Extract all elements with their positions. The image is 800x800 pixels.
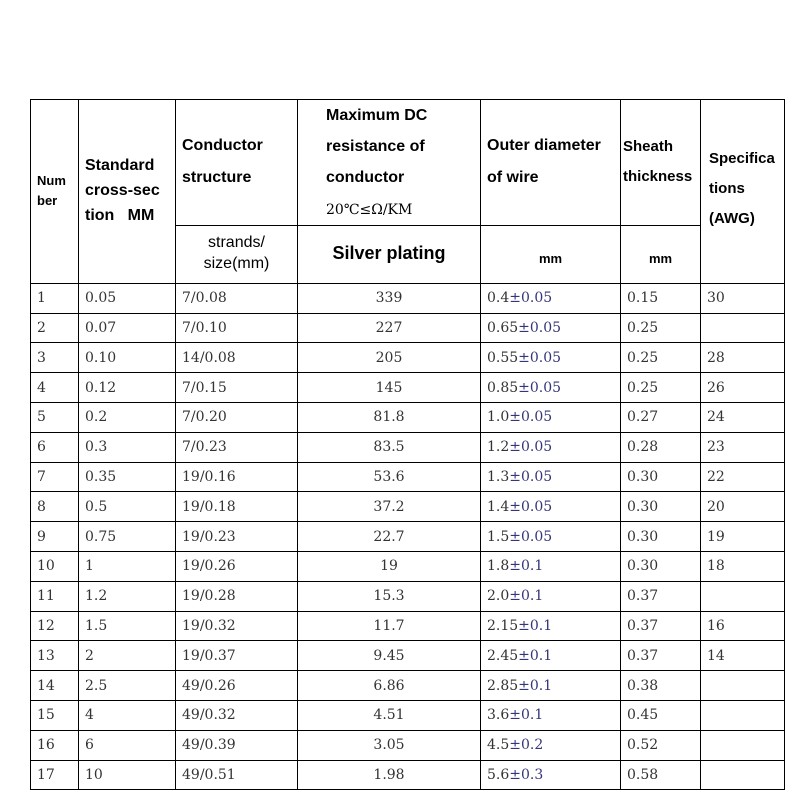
cell-awg: 18 [701,551,785,581]
cell-number: 5 [31,402,79,432]
cell-sheath-thickness: 0.52 [621,730,701,760]
table-row [31,700,785,730]
outer-diameter-value: 2.85 [487,677,519,694]
cell-cross-section: 10 [79,760,176,790]
cell-outer-diameter [481,641,621,671]
outer-diameter-tolerance: ±0.05 [509,409,553,426]
cell-outer-diameter [481,700,621,730]
cell-outer-diameter [481,730,621,760]
cell-cross-section: 1 [79,551,176,581]
cell-conductor-structure: 19/0.37 [176,641,298,671]
cell-outer-diameter [481,581,621,611]
outer-diameter-tolerance: ±0.1 [518,677,553,694]
table-row [31,313,785,343]
cell-sheath-thickness: 0.38 [621,671,701,701]
cell-conductor-structure: 19/0.23 [176,522,298,552]
cell-number: 14 [31,671,79,701]
cell-outer-diameter [481,373,621,403]
cell-cross-section: 6 [79,730,176,760]
cell-resistance: 205 [298,343,481,373]
header-sheath-unit: mm [621,225,701,283]
outer-diameter-tolerance: ±0.05 [509,498,553,515]
cell-resistance: 9.45 [298,641,481,671]
cell-conductor-structure: 7/0.23 [176,432,298,462]
cell-conductor-structure: 19/0.32 [176,611,298,641]
wire-spec-table [30,99,785,790]
outer-diameter-value: 2.45 [487,647,519,664]
outer-diameter-tolerance: ±0.1 [518,617,553,634]
outer-diameter-tolerance: ±0.3 [509,766,544,783]
cell-resistance: 53.6 [298,462,481,492]
outer-diameter-value: 1.3 [487,468,510,485]
outer-diameter-tolerance: ±0.1 [509,558,544,575]
cell-outer-diameter [481,492,621,522]
outer-diameter-value: 4.5 [487,737,510,754]
table-row [31,581,785,611]
table-row [31,641,785,671]
cell-number: 2 [31,313,79,343]
cell-number: 11 [31,581,79,611]
cell-conductor-structure: 14/0.08 [176,343,298,373]
cell-number: 15 [31,700,79,730]
table-row [31,522,785,552]
cell-conductor-structure: 7/0.08 [176,283,298,313]
cell-number: 7 [31,462,79,492]
cell-resistance: 83.5 [298,432,481,462]
cell-awg: 20 [701,492,785,522]
cell-awg: 19 [701,522,785,552]
cell-sheath-thickness: 0.37 [621,641,701,671]
cell-sheath-thickness: 0.58 [621,760,701,790]
cell-resistance: 339 [298,283,481,313]
cell-sheath-thickness: 0.25 [621,373,701,403]
cell-outer-diameter [481,283,621,313]
outer-diameter-value: 0.55 [487,349,519,366]
outer-diameter-tolerance: ±0.05 [509,528,553,545]
outer-diameter-tolerance: ±0.05 [509,468,553,485]
cell-conductor-structure: 7/0.15 [176,373,298,403]
outer-diameter-tolerance: ±0.1 [518,647,553,664]
cell-number: 4 [31,373,79,403]
outer-diameter-tolerance: ±0.1 [509,588,544,605]
cell-number: 13 [31,641,79,671]
table-row [31,671,785,701]
cell-resistance: 37.2 [298,492,481,522]
cell-awg [701,313,785,343]
table-row [31,402,785,432]
table-row [31,432,785,462]
cell-outer-diameter [481,671,621,701]
cell-number: 3 [31,343,79,373]
header-conductor-structure: Conductor structure [176,100,298,226]
cell-resistance: 15.3 [298,581,481,611]
outer-diameter-value: 1.4 [487,498,510,515]
cell-outer-diameter [481,313,621,343]
cell-cross-section: 0.2 [79,402,176,432]
cell-conductor-structure: 7/0.10 [176,313,298,343]
table-row [31,760,785,790]
cell-cross-section: 0.5 [79,492,176,522]
cell-resistance: 6.86 [298,671,481,701]
cell-conductor-structure: 7/0.20 [176,402,298,432]
table-row [31,551,785,581]
cell-awg: 24 [701,402,785,432]
outer-diameter-tolerance: ±0.1 [509,707,544,724]
cell-outer-diameter [481,402,621,432]
cell-number: 12 [31,611,79,641]
cell-outer-diameter [481,462,621,492]
header-sheath-thickness: Sheath thickness [621,100,701,226]
table-row [31,343,785,373]
cell-awg: 26 [701,373,785,403]
cell-outer-diameter [481,432,621,462]
cell-outer-diameter [481,522,621,552]
cell-conductor-structure: 19/0.28 [176,581,298,611]
cell-number: 17 [31,760,79,790]
cell-awg: 22 [701,462,785,492]
cell-sheath-thickness: 0.30 [621,462,701,492]
cell-outer-diameter [481,551,621,581]
cell-resistance: 22.7 [298,522,481,552]
outer-diameter-value: 1.8 [487,558,510,575]
cell-number: 6 [31,432,79,462]
cell-sheath-thickness: 0.30 [621,551,701,581]
cell-resistance: 3.05 [298,730,481,760]
cell-sheath-thickness: 0.15 [621,283,701,313]
cell-awg [701,581,785,611]
cell-cross-section: 4 [79,700,176,730]
cell-awg [701,730,785,760]
outer-diameter-value: 2.0 [487,588,510,605]
cell-cross-section: 0.10 [79,343,176,373]
outer-diameter-tolerance: ±0.05 [518,349,562,366]
cell-resistance: 227 [298,313,481,343]
cell-resistance: 19 [298,551,481,581]
cell-conductor-structure: 19/0.18 [176,492,298,522]
cell-resistance: 1.98 [298,760,481,790]
cell-cross-section: 0.75 [79,522,176,552]
cell-sheath-thickness: 0.27 [621,402,701,432]
cell-conductor-structure: 49/0.32 [176,700,298,730]
table-row [31,492,785,522]
table-row [31,373,785,403]
cell-awg: 30 [701,283,785,313]
outer-diameter-tolerance: ±0.05 [509,290,553,307]
cell-awg [701,671,785,701]
cell-conductor-structure: 49/0.51 [176,760,298,790]
cell-sheath-thickness: 0.28 [621,432,701,462]
table-row [31,730,785,760]
outer-diameter-value: 0.65 [487,319,519,336]
cell-sheath-thickness: 0.25 [621,343,701,373]
cell-awg: 14 [701,641,785,671]
cell-sheath-thickness: 0.37 [621,611,701,641]
cell-resistance: 11.7 [298,611,481,641]
header-outer-diameter: Outer diameter of wire [481,100,621,226]
outer-diameter-value: 0.85 [487,379,519,396]
outer-diameter-value: 3.6 [487,707,510,724]
cell-outer-diameter [481,760,621,790]
outer-diameter-tolerance: ±0.2 [509,737,544,754]
cell-conductor-structure: 19/0.16 [176,462,298,492]
cell-awg: 23 [701,432,785,462]
cell-cross-section: 2 [79,641,176,671]
header-strands-size: strands/ size(mm) [176,225,298,283]
cell-sheath-thickness: 0.37 [621,581,701,611]
cell-resistance: 145 [298,373,481,403]
cell-cross-section: 2.5 [79,671,176,701]
outer-diameter-value: 1.5 [487,528,510,545]
outer-diameter-tolerance: ±0.05 [509,439,553,456]
cell-cross-section: 0.12 [79,373,176,403]
cell-awg [701,700,785,730]
cell-awg: 16 [701,611,785,641]
cell-number: 1 [31,283,79,313]
cell-awg: 28 [701,343,785,373]
outer-diameter-tolerance: ±0.05 [518,319,562,336]
cell-awg [701,760,785,790]
header-standard-cross-section: Standard cross-sec tion MM [79,100,176,284]
cell-resistance: 81.8 [298,402,481,432]
header-number: Num ber [31,100,79,284]
table-row [31,611,785,641]
outer-diameter-value: 5.6 [487,766,510,783]
cell-cross-section: 0.05 [79,283,176,313]
cell-resistance: 4.51 [298,700,481,730]
cell-sheath-thickness: 0.25 [621,313,701,343]
header-outer-unit: mm [481,225,621,283]
cell-number: 10 [31,551,79,581]
cell-cross-section: 0.35 [79,462,176,492]
cell-conductor-structure: 49/0.26 [176,671,298,701]
cell-outer-diameter [481,611,621,641]
cell-number: 9 [31,522,79,552]
header-max-dc-resistance: Maximum DC resistance of conductor 20℃≤Ω/KM [298,100,481,226]
cell-cross-section: 0.3 [79,432,176,462]
cell-cross-section: 0.07 [79,313,176,343]
cell-number: 8 [31,492,79,522]
cell-conductor-structure: 49/0.39 [176,730,298,760]
cell-cross-section: 1.2 [79,581,176,611]
cell-outer-diameter [481,343,621,373]
cell-sheath-thickness: 0.30 [621,522,701,552]
outer-diameter-value: 1.2 [487,439,510,456]
outer-diameter-tolerance: ±0.05 [518,379,562,396]
header-silver-plating: Silver plating [298,225,481,283]
outer-diameter-value: 1.0 [487,409,510,426]
outer-diameter-value: 0.4 [487,290,510,307]
cell-sheath-thickness: 0.30 [621,492,701,522]
table-row [31,462,785,492]
cell-number: 16 [31,730,79,760]
header-specifications-awg: Specifica tions (AWG) [701,100,785,284]
cell-cross-section: 1.5 [79,611,176,641]
cell-conductor-structure: 19/0.26 [176,551,298,581]
table-row [31,283,785,313]
cell-sheath-thickness: 0.45 [621,700,701,730]
outer-diameter-value: 2.15 [487,617,519,634]
